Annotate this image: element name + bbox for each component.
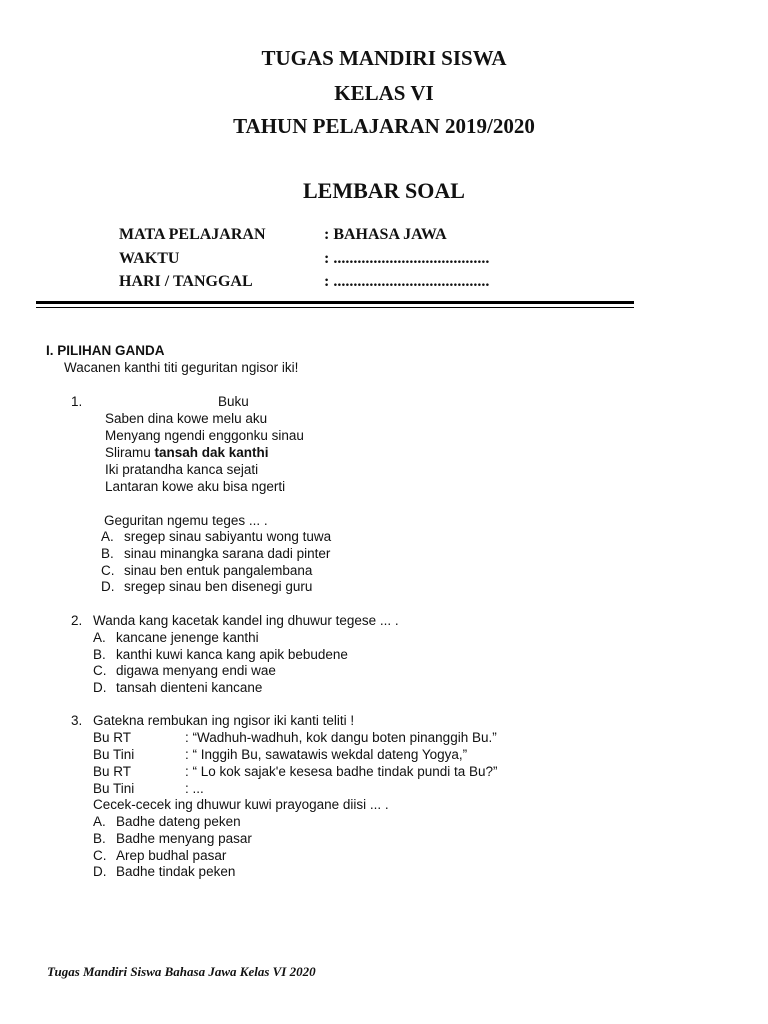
header-divider-thin (36, 307, 634, 308)
q2-option-text: tansah dienteni kancane (116, 680, 263, 695)
sheet-title: LEMBAR SOAL (303, 178, 465, 203)
q1-number: 1. (71, 394, 83, 409)
q2-option-text: kancane jenenge kanthi (116, 630, 259, 645)
page-footer: Tugas Mandiri Siswa Bahasa Jawa Kelas VI 2020 (47, 964, 316, 979)
q2-question: Wanda kang kacetak kandel ing dhuwur tegese ... . (93, 613, 399, 628)
q2-option-letter: C. (93, 663, 107, 678)
subject-value: : BAHASA JAWA (324, 226, 447, 243)
q2-option-text: kanthi kuwi kanca kang apik bebudene (116, 647, 348, 662)
q1-option-letter: D. (101, 579, 115, 594)
q1-question: Geguritan ngemu teges ... . (104, 513, 268, 528)
q1-poem-line-pre: Sliramu (105, 445, 155, 460)
q3-option-letter: A. (93, 814, 106, 829)
section-title: I. PILIHAN GANDA (46, 343, 165, 358)
q3-question: Gatekna rembukan ing ngisor iki kanti teliti ! (93, 713, 355, 728)
q3-dialog-line: : “Wadhuh-wadhuh, kok dangu boten pinanggih Bu.” (185, 730, 497, 745)
q3-option-letter: C. (93, 848, 107, 863)
q3-option-text: Arep budhal pasar (116, 848, 227, 863)
q3-number: 3. (71, 713, 83, 728)
q1-poem-line: Lantaran kowe aku bisa ngerti (105, 479, 286, 494)
header-class: KELAS VI (334, 81, 434, 105)
q1-poem-title: Buku (218, 394, 249, 409)
q3-dialog-line: : ... (185, 781, 204, 796)
q3-option-text: Badhe tindak peken (116, 864, 236, 879)
q1-option-text: sregep sinau sabiyantu wong tuwa (124, 529, 332, 544)
q3-dialog-line: : “ Lo kok sajak'e kesesa badhe tindak pundi ta Bu?” (185, 764, 498, 779)
q1-option-letter: B. (101, 546, 114, 561)
header-title: TUGAS MANDIRI SISWA (261, 46, 507, 70)
q1-poem-line: Saben dina kowe melu aku (105, 411, 268, 426)
q3-option-text: Badhe menyang pasar (116, 831, 252, 846)
q3-prompt: Cecek-cecek ing dhuwur kuwi prayogane diisi ... . (93, 797, 389, 812)
q1-option-text: sinau ben entuk pangalembana (124, 563, 313, 578)
section-instruction: Wacanen kanthi titi geguritan ngisor iki! (64, 360, 299, 375)
q2-number: 2. (71, 613, 83, 628)
header-school-year: TAHUN PELAJARAN 2019/2020 (233, 114, 535, 138)
q1-poem-line-highlight (105, 445, 269, 461)
q3-dialog-speaker: Bu Tini (93, 747, 135, 762)
q2-option-text: digawa menyang endi wae (116, 663, 276, 678)
q3-dialog-line: : “ Inggih Bu, sawatawis wekdal dateng Yogya,” (185, 747, 468, 762)
q3-option-text: Badhe dateng peken (116, 814, 241, 829)
q1-poem-line: Iki pratandha kanca sejati (105, 462, 259, 477)
date-label: HARI / TANGGAL (119, 273, 253, 290)
date-value: : ....................................... (324, 273, 490, 290)
q3-dialog-speaker: Bu RT (93, 730, 132, 745)
q2-option-letter: D. (93, 680, 107, 695)
time-label: WAKTU (119, 250, 180, 267)
q1-option-letter: C. (101, 563, 115, 578)
q3-option-letter: B. (93, 831, 106, 846)
q1-option-text: sregep sinau ben disenegi guru (124, 579, 313, 594)
subject-label: MATA PELAJARAN (119, 226, 266, 243)
time-value: : ....................................... (324, 250, 490, 267)
q1-poem-bold-phrase: tansah dak kanthi (154, 445, 269, 460)
q1-option-text: sinau minangka sarana dadi pinter (124, 546, 331, 561)
q3-dialog-speaker: Bu RT (93, 764, 132, 779)
q1-option-letter: A. (101, 529, 114, 544)
q3-dialog-speaker: Bu Tini (93, 781, 135, 796)
q1-poem-line: Menyang ngendi enggonku sinau (105, 428, 304, 443)
header-divider-thick (36, 301, 634, 304)
q2-option-letter: A. (93, 630, 106, 645)
q2-option-letter: B. (93, 647, 106, 662)
q3-option-letter: D. (93, 864, 107, 879)
